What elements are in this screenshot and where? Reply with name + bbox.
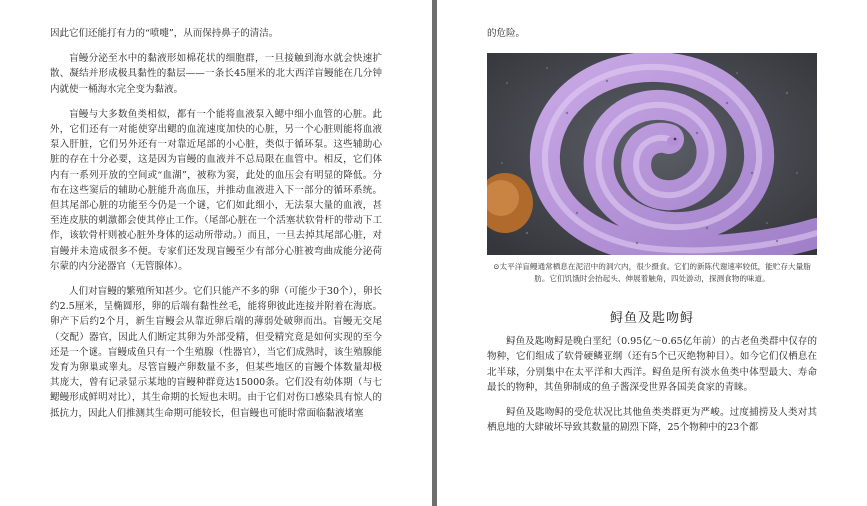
- coiled-hagfish-photo: [487, 53, 817, 255]
- paragraph: 盲鳗与大多数鱼类相似，都有一个能将血液泵入鳃中细小血管的心脏。此外，它们还有一对能使穿出鳃的血流速度加快的心脏，另一个心脏则能将血液泵入肝脏，它们另外还有一对靠近尾部的小心脏，类似于循环泵。这些辅助心脏的存在十分必要，这是因为盲鳗的血液并不总局限在血管中。相反，它们体内有一系列开放的空间或“血湖”，被称为窦，此处的血压会有明显的降低。分布在这些窦后的辅助心脏能升高血压，并推动血液进入下一部分的循环系统。但其尾部心脏的功能至今仍是一个谜，它们如此细小，无法泵大量的血液，甚至连皮肤的刺激都会使其停止工作。（尾部心脏在一个活塞状软骨杆的带动下工作，该软骨杆则被心脏外身体的运动所带动。）而且，一旦去掉其尾部心脏，对盲鳗并未造成很多不便。专家们还发现盲鳗至少有部分心脏被弯曲成能分泌荷尔蒙的内分泌器官（无管腺体）。: [50, 108, 382, 272]
- paragraph: 鲟鱼及匙吻鲟的受危状况比其他鱼类类群更为严峻。过度捕捞及人类对其栖息地的大肆破坏导致其数量的剧烈下降，25个物种中的23个都: [487, 407, 817, 434]
- section-title: 鲟鱼及匙吻鲟: [609, 311, 694, 327]
- right-text-column: [487, 26, 817, 435]
- paragraph: 的危险。: [487, 28, 526, 39]
- paragraph: 鲟鱼及匙吻鲟是晚白垩纪（0.95亿～0.65亿年前）的古老鱼类群中仅存的物种，它们组成了软骨硬鳞亚纲（还有5个已灭绝物种目）。如今它们仅栖息在北半球，分别集中在太平洋和大西洋。鲟鱼是所有淡水鱼类中体型最大、寿命最长的物种，其鱼卵制成的鱼子酱深受世界各国美食家的青睐。: [487, 336, 817, 393]
- hagfish-photo: [487, 53, 817, 255]
- left-text-column: [50, 26, 382, 421]
- paragraph: 因此它们还能打有力的“喷嚏”，从而保持鼻子的清洁。: [50, 28, 279, 39]
- photo-caption: ⊙太平洋盲鳗通常栖息在泥沼中的洞穴内，很少摄食。它们的新陈代谢速率较低，能贮存大量脂肪。它们饥饿时会抬起头、伸展着触角，四处游动，探测食物的味道。: [493, 262, 811, 284]
- paragraph: 盲鳗分泌至水中的黏液形如棉花状的细胞群，一旦接触到海水就会快速扩散、凝结并形成极具黏性的黏层——一条长45厘米的北大西洋盲鳗能在几分钟内就使一桶海水完全变为黏液。: [50, 53, 382, 95]
- left-page: [0, 0, 432, 506]
- paragraph: 人们对盲鳗的繁殖所知甚少。它们只能产不多的卵（可能少于30个），卵长约2.5厘米，呈椭圆形，卵的后端有黏性丝毛，能将卵彼此连接并附着在海底。卵产下后约2个月，新生盲鳗会从靠近卵后端的薄弱处破卵而出。盲鳗无交尾（交配）器官，因此人们断定其卵为外部受精，但受精究竟是如何实现的至今还是一个谜。盲鳗成鱼只有一个生殖腺（性器官），当它们成熟时，该生殖腺能发育为卵巢或睾丸。尽管盲鳗产卵数量不多，但某些地区的盲鳗个体数量却极其庞大，曾有记录显示某地的盲鳗种群竟达15000条。它们没有幼体期（与七鳃鳗形成鲜明对比），其生命期的长短也未明。由于它们对伤口感染具有惊人的抵抗力，因此人们推测其生命期可能较长，但盲鳗也可能时常面临黏液堵塞: [50, 286, 382, 419]
- right-page: [437, 0, 867, 506]
